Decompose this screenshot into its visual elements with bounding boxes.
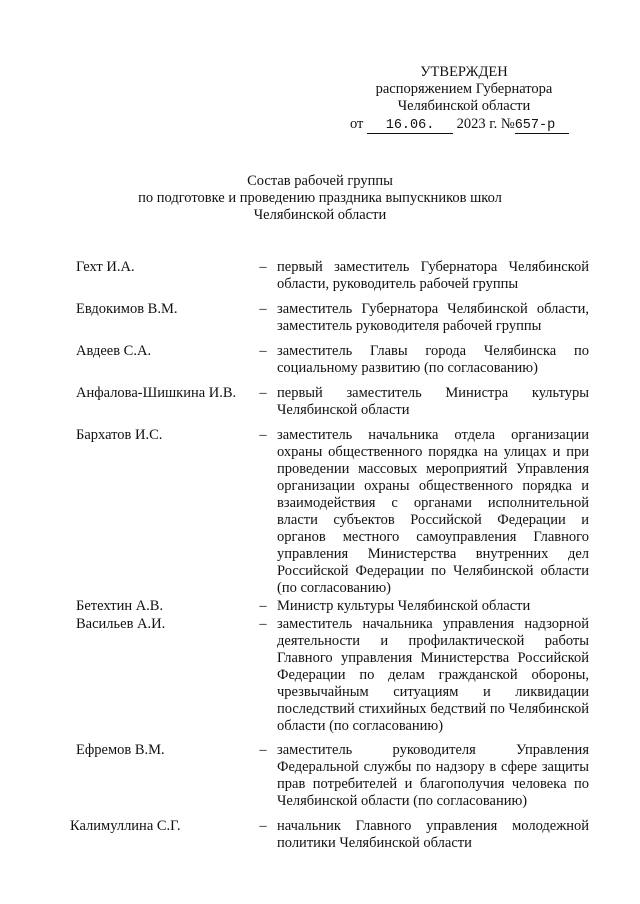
member-name: Калимуллина С.Г. [70, 818, 181, 834]
document-title-line-2: по подготовке и проведению праздника выпускников школ [138, 190, 502, 206]
member-role: заместитель руководителя Управления Федеральной службы по надзору в сфере защиты прав потребителей и благополучия человека по Челябинской области (по согласованию) [277, 742, 589, 809]
member-row [0, 616, 640, 735]
members-list [0, 259, 640, 852]
approval-date-line [330, 116, 598, 134]
member-row [0, 427, 640, 597]
member-role: первый заместитель Министра культуры Челябинской области [277, 385, 589, 418]
member-role: заместитель начальника управления надзорной деятельности и профилактической работы Главного управления Министерства Российской Федерации по делам гражданской обороны, чрезвычайным ситуациям и ликвидации последствий стихийных бедствий по Челябинской области (по согласованию) [277, 616, 589, 734]
member-row [0, 259, 640, 293]
member-dash: – [259, 818, 267, 834]
member-dash: – [259, 427, 267, 443]
member-dash: – [259, 742, 267, 758]
approval-title: УТВЕРЖДЕН [420, 64, 508, 80]
document-title [100, 173, 540, 224]
member-name: Бетехтин А.В. [76, 598, 164, 614]
approval-date: 16.06. [367, 118, 453, 134]
member-dash: – [259, 343, 267, 359]
member-row [0, 385, 640, 419]
member-name: Авдеев С.А. [76, 343, 152, 359]
approval-block [330, 64, 598, 134]
member-role: первый заместитель Губернатора Челябинской области, руководитель рабочей группы [277, 259, 589, 292]
member-dash: – [259, 385, 267, 401]
member-dash: – [259, 259, 267, 275]
approval-number: 657-р [515, 118, 570, 134]
member-name: Анфалова-Шишкина И.В. [76, 385, 237, 401]
member-role: заместитель Губернатора Челябинской области, заместитель руководителя рабочей группы [277, 301, 589, 334]
member-name: Ефремов В.М. [76, 742, 165, 758]
approval-line-2: Челябинской области [397, 98, 531, 114]
approval-line-1: распоряжением Губернатора [375, 81, 553, 97]
document-title-line-3: Челябинской области [253, 207, 387, 223]
member-dash: – [259, 598, 267, 614]
member-name: Гехт И.А. [76, 259, 135, 275]
date-prefix: от [350, 116, 364, 132]
member-role: Министр культуры Челябинской области [277, 598, 531, 614]
member-role: заместитель начальника отдела организации охраны общественного порядка на улицах и при проведении массовых мероприятий Управления организации охраны общественного порядка и взаимодействия с органами исполнительной власти субъектов Российской Федерации и органов местного самоуправления Главного управления Министерства внутренних дел Российской Федерации по Челябинской области (по согласованию) [277, 427, 589, 596]
document-title-line-1: Состав рабочей группы [247, 173, 393, 189]
member-name: Васильев А.И. [76, 616, 166, 632]
member-row [0, 742, 640, 810]
member-role: начальник Главного управления молодежной политики Челябинской области [277, 818, 589, 851]
member-row [0, 598, 640, 615]
member-name: Евдокимов В.М. [76, 301, 178, 317]
member-row [0, 301, 640, 335]
member-role: заместитель Главы города Челябинска по социальному развитию (по согласованию) [277, 343, 589, 376]
member-dash: – [259, 616, 267, 632]
member-name: Бархатов И.С. [76, 427, 163, 443]
member-dash: – [259, 301, 267, 317]
member-row [0, 343, 640, 377]
approval-year: 2023 г. № [456, 116, 515, 132]
member-row [0, 818, 640, 852]
